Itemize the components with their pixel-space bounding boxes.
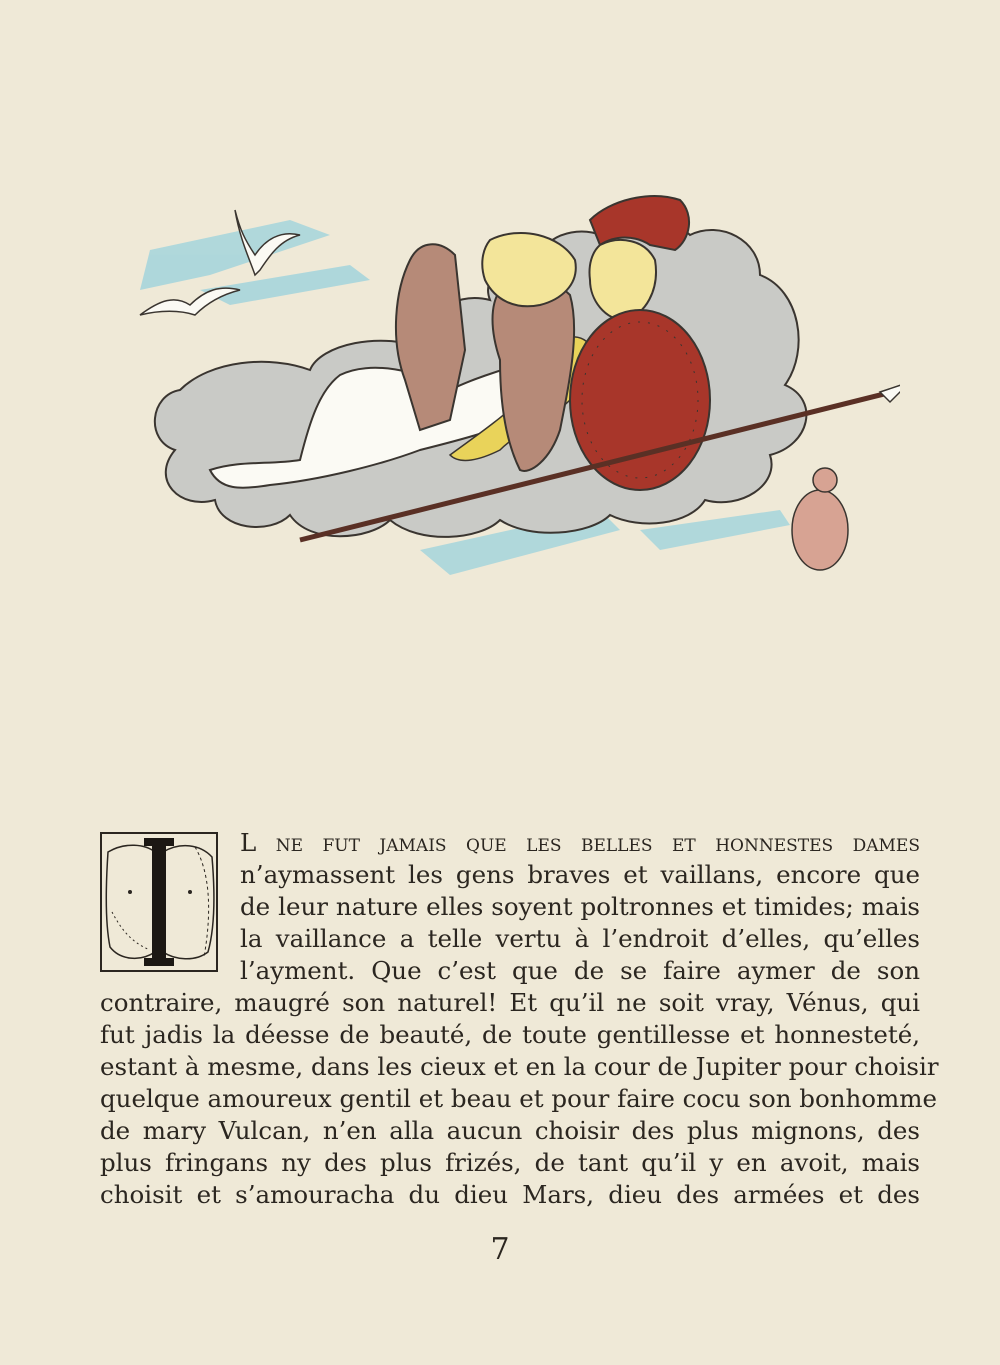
text-line: fut jadis la déesse de beauté, de toute gentillesse et honnesteté, [100,1020,920,1049]
text-line: n’aymassent les gens braves et vaillans, encore que [240,860,920,889]
mars-venus-cloud-illustration [120,180,900,610]
text-line: plus fringans ny des plus frizés, de tant qu’il y en avoit, mais [100,1148,920,1177]
text-line: l’ayment. Que c’est que de se faire aymer de son [240,956,920,985]
two-faced-head-initial-icon [100,832,218,972]
text-line: la vaillance a telle vertu à l’endroit d’elles, qu’elles [240,924,920,953]
page-number: 7 [490,1232,510,1267]
text-line: de mary Vulcan, n’en alla aucun choisir des plus mignons, des [100,1116,920,1145]
text-line: L ne fut jamais que les belles et honnestes dames [240,828,920,857]
text-line: contraire, maugré son naturel! Et qu’il ne soit vray, Vénus, qui [100,988,920,1017]
text-line: quelque amoureux gentil et beau et pour faire cocu son bonhomme [100,1084,937,1113]
text-line: de leur nature elles soyent poltronnes et timides; mais [240,892,920,921]
cupid-icon [792,468,848,570]
shield-icon [570,310,710,490]
text-line: estant à mesme, dans les cieux et en la cour de Jupiter pour choisir [100,1052,939,1081]
text-line: choisit et s’amouracha du dieu Mars, dieu des armées et des [100,1180,920,1209]
